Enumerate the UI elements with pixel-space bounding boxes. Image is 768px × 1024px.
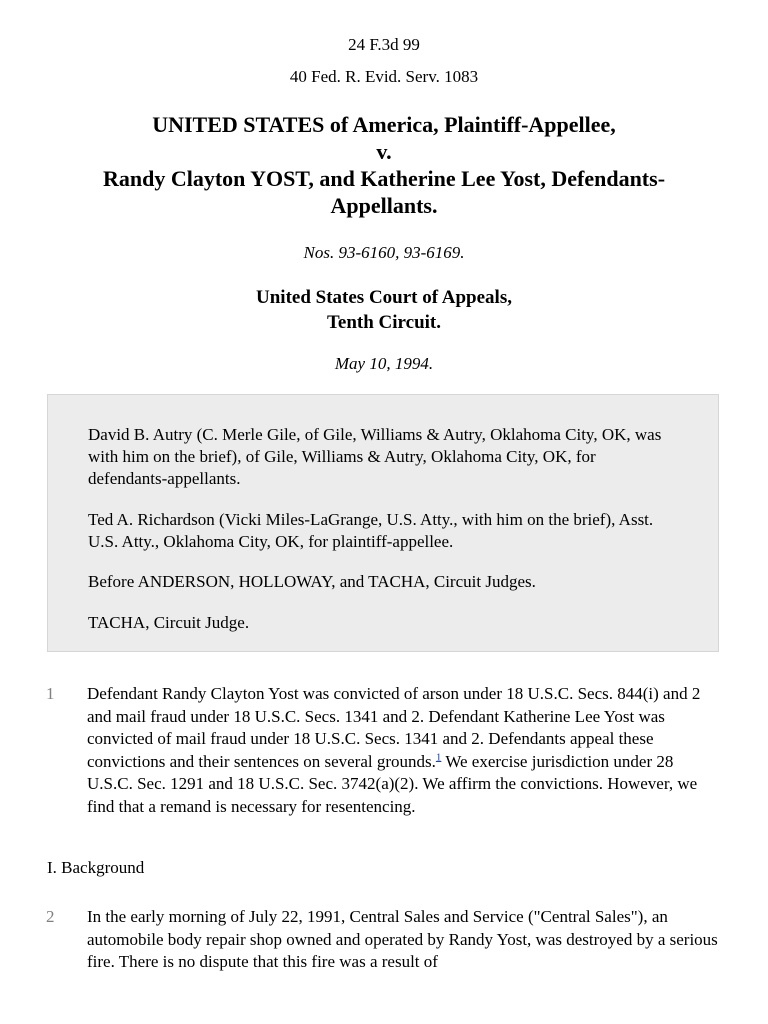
docket-numbers: Nos. 93-6160, 93-6169. xyxy=(303,243,465,262)
court-name-line-1: United States Court of Appeals, xyxy=(256,287,512,308)
counsel-appellants: David B. Autry (C. Merle Gile, of Gile, Williams & Autry, Oklahoma City, OK, was with him on the brief), of Gile, Williams & Autry, Oklahoma City, OK, for defendants-appellants. xyxy=(88,425,662,488)
section-heading: I. Background xyxy=(47,858,145,877)
decision-date: May 10, 1994. xyxy=(334,354,434,373)
court-name xyxy=(0,285,768,335)
paragraph-1-text-end: We exercise jurisdiction under 28 U.S.C. Sec. 1291 and 18 U.S.C. Sec. 3742(a)(2). We affirm the convictions. However, we find that a remand is necessary for resentencing. xyxy=(87,751,698,816)
caption-plaintiff: UNITED STATES of America, Plaintiff-Appellee, xyxy=(152,112,616,137)
panel-judges: Before ANDERSON, HOLLOWAY, and TACHA, Circuit Judges. xyxy=(88,572,536,591)
caption-versus: v. xyxy=(376,139,392,164)
paragraph-1-text-start: Defendant Randy Clayton Yost was convicted of arson under 18 U.S.C. Secs. 844(i) and 2 and mail fraud under 18 U.S.C. Secs. 1341 and 2. Defendant Katherine Lee Yost was convicted of mail fraud under 18 U.S.C. Secs. 1341 and 2. Defendants appeal these convictions and their sentences on several grounds. xyxy=(87,684,701,771)
caption-defendants-line-1: Randy Clayton YOST, and Katherine Lee Yost, Defendants- xyxy=(102,166,666,191)
authoring-judge: TACHA, Circuit Judge. xyxy=(88,613,250,632)
reporter-citation: 24 F.3d 99 xyxy=(348,35,420,54)
evidence-service-citation: 40 Fed. R. Evid. Serv. 1083 xyxy=(289,67,479,86)
counsel-appellee: Ted A. Richardson (Vicki Miles-LaGrange, U.S. Atty., with him on the brief), Asst. U.S. Atty., Oklahoma City, OK, for plaintiff-appellee. xyxy=(88,510,654,551)
paragraph-2: In the early morning of July 22, 1991, Central Sales and Service ("Central Sales"), an automobile body repair shop owned and operated by Randy Yost, was destroyed by a serious fire. There is no dispute that this fire was a result of xyxy=(87,907,718,971)
paragraph-number: 1 xyxy=(46,684,55,703)
footnote-link[interactable]: 1 xyxy=(435,750,442,763)
case-caption xyxy=(40,111,728,219)
counsel-panel xyxy=(47,394,719,652)
paragraph-number: 2 xyxy=(46,907,55,926)
paragraph-1 xyxy=(87,683,719,818)
court-name-line-2: Tenth Circuit. xyxy=(326,312,442,333)
caption-defendants-line-2: Appellants. xyxy=(330,193,438,218)
